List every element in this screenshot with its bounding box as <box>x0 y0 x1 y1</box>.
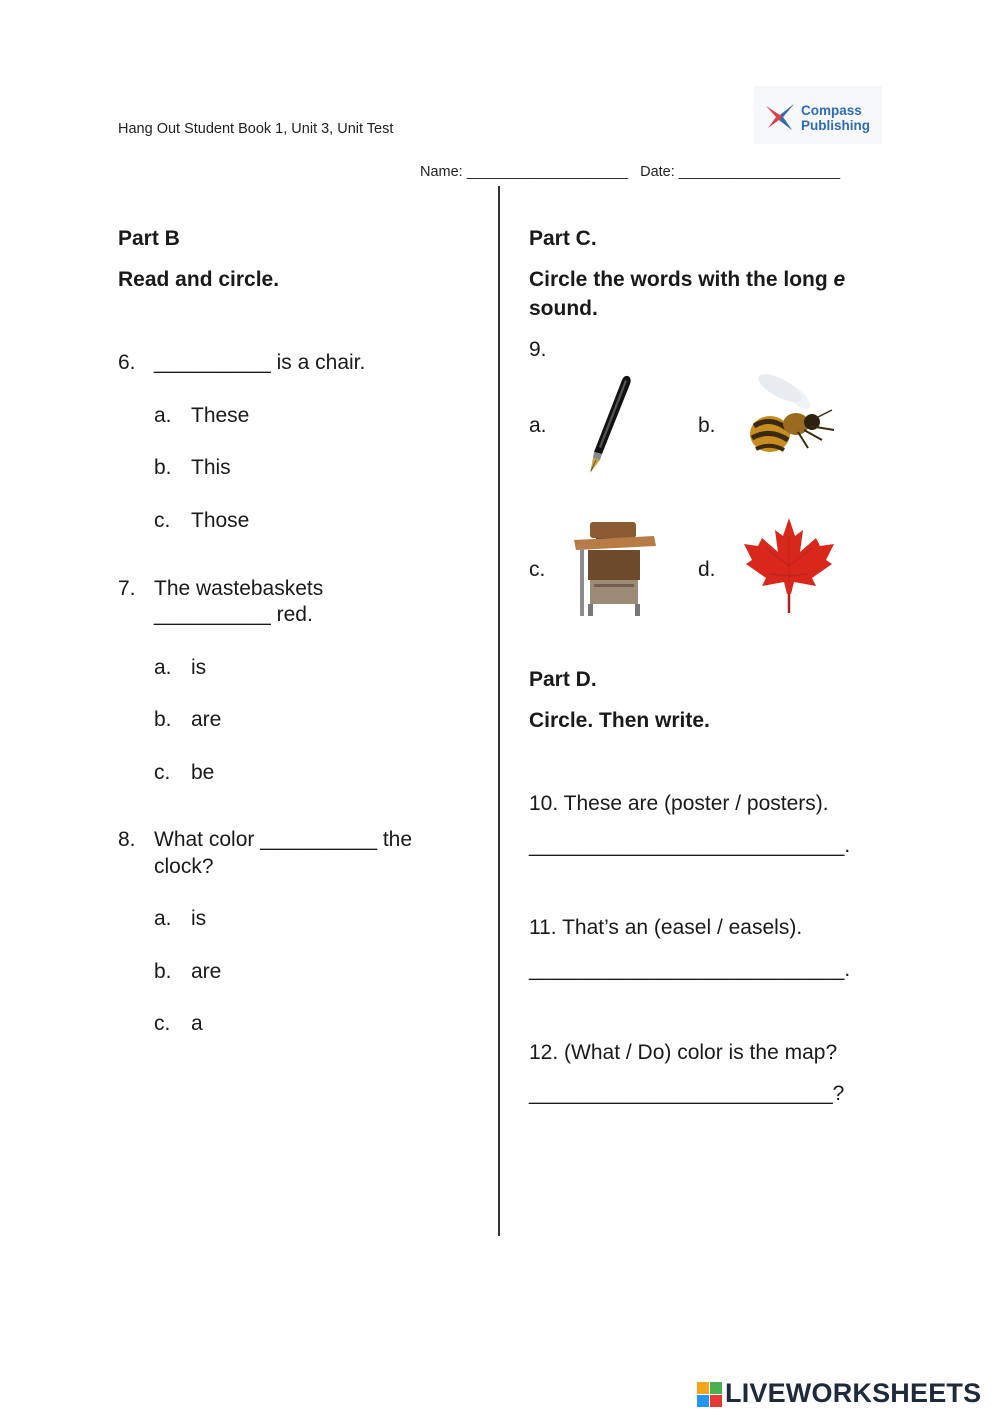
logo-text <box>801 103 870 133</box>
part-b-instruction: Read and circle. <box>118 268 280 291</box>
q11-answer-line[interactable]: ___________________________. <box>529 958 851 981</box>
pen-icon[interactable] <box>578 372 638 476</box>
q8-option-a-letter: a. <box>154 907 172 930</box>
q10-text: 10. These are (poster / posters). <box>529 792 829 815</box>
q7-option-c[interactable]: be <box>191 761 215 784</box>
q8-option-b-letter: b. <box>154 960 172 983</box>
part-d-heading: Part D. <box>529 668 597 691</box>
q6-option-b[interactable]: This <box>191 456 231 479</box>
q7-option-a[interactable]: is <box>191 656 207 679</box>
q9-label-c: c. <box>529 558 546 581</box>
name-date-line[interactable]: Name: ____________________ Date: ____________________ <box>420 164 841 180</box>
maple-leaf-icon[interactable] <box>742 516 836 614</box>
q7-option-a-letter: a. <box>154 656 172 679</box>
q6-option-a-letter: a. <box>154 404 172 427</box>
q8-text-line1: What color __________ the <box>154 828 413 851</box>
q7-text-line2: __________ red. <box>154 603 313 626</box>
part-c-instruction-line1 <box>529 268 845 292</box>
part-d-instruction: Circle. Then write. <box>529 709 710 732</box>
q8-text-line2: clock? <box>154 855 214 878</box>
q9-label-a: a. <box>529 414 547 437</box>
part-c-instruction-text: Circle the words with the long <box>529 268 834 291</box>
q8-number: 8. <box>118 828 136 851</box>
desk-icon[interactable] <box>568 518 660 618</box>
worksheet-title: Hang Out Student Book 1, Unit 3, Unit Test <box>118 121 394 137</box>
q10-answer-line[interactable]: ___________________________. <box>529 834 851 857</box>
q9-label-d: d. <box>698 558 716 581</box>
part-c-instruction-line2: sound. <box>529 297 598 320</box>
q6-text: __________ is a chair. <box>154 351 366 374</box>
q8-option-a[interactable]: is <box>191 907 207 930</box>
q7-text-line1: The wastebaskets <box>154 577 324 600</box>
q7-option-b-letter: b. <box>154 708 172 731</box>
q7-option-c-letter: c. <box>154 761 171 784</box>
q12-answer-line[interactable]: __________________________? <box>529 1082 845 1105</box>
compass-publishing-logo <box>754 86 882 144</box>
q6-option-c-letter: c. <box>154 509 171 532</box>
compass-star-icon <box>764 100 798 134</box>
q8-option-c[interactable]: a <box>191 1012 203 1035</box>
column-divider <box>498 186 500 1236</box>
bee-icon[interactable] <box>740 366 840 466</box>
liveworksheets-brand: LIVEWORKSHEETS <box>725 1378 982 1408</box>
part-b-heading: Part B <box>118 227 180 250</box>
q9-number: 9. <box>529 338 547 361</box>
q6-option-a[interactable]: These <box>191 404 250 427</box>
part-c-heading: Part C. <box>529 227 597 250</box>
logo-line-2: Publishing <box>801 118 870 133</box>
q8-option-b[interactable]: are <box>191 960 222 983</box>
q6-number: 6. <box>118 351 136 374</box>
q9-label-b: b. <box>698 414 716 437</box>
q11-text: 11. That’s an (easel / easels). <box>529 916 803 939</box>
q6-option-c[interactable]: Those <box>191 509 250 532</box>
q6-option-b-letter: b. <box>154 456 172 479</box>
q7-number: 7. <box>118 577 136 600</box>
part-c-instruction-em: e <box>833 268 846 291</box>
q7-option-b[interactable]: are <box>191 708 222 731</box>
q12-text: 12. (What / Do) color is the map? <box>529 1041 838 1064</box>
logo-line-1: Compass <box>801 103 862 118</box>
liveworksheets-blocks-icon <box>697 1382 723 1408</box>
q8-option-c-letter: c. <box>154 1012 171 1035</box>
